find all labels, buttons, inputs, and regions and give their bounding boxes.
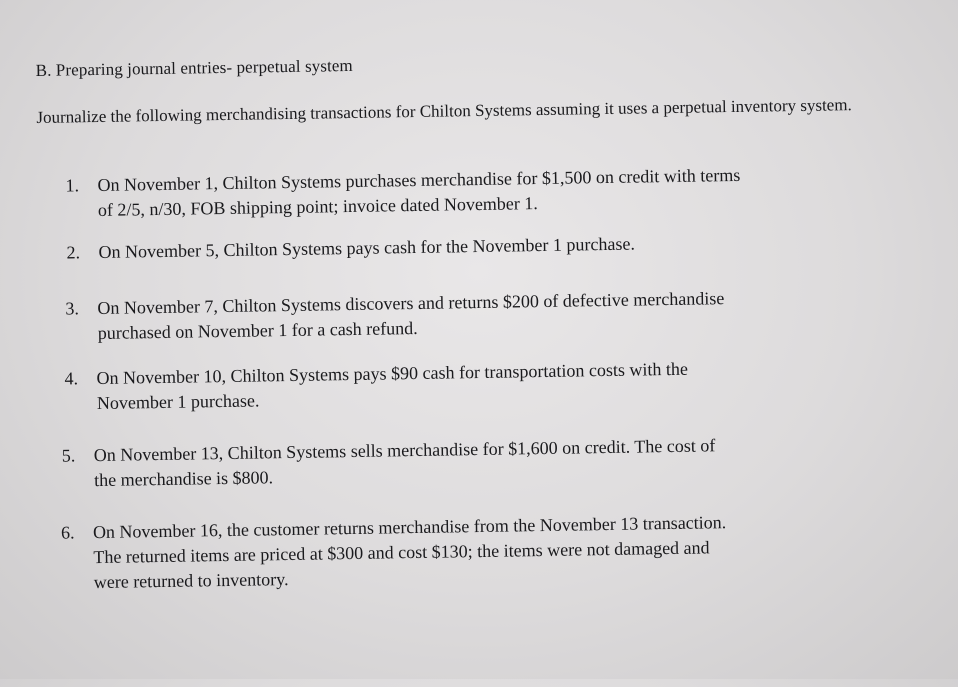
item-text-line: The returned items are priced at $300 and cost $130; the items were not damaged and [93,537,710,568]
item-number: 1. [65,175,80,196]
item-text-line: On November 13, Chilton Systems sells merchandise for $1,600 on credit. The cost of [93,435,716,466]
instructions-text: Journalize the following merchandising transactions for Chilton Systems assuming it uses a perpetual inventory system. [36,95,852,127]
item-number: 2. [66,242,81,263]
transaction-item [61,510,727,595]
item-text-line: purchased on November 1 for a cash refund. [97,317,418,344]
transaction-item [65,163,741,224]
item-text-line: were returned to inventory. [93,569,289,593]
transaction-item [65,286,725,346]
item-text-line: On November 10, Chilton Systems pays $90 cash for transportation costs with the [96,358,689,389]
item-number: 6. [60,522,75,543]
item-text-line: On November 1, Chilton Systems purchases merchandise for $1,500 on credit with terms [97,164,741,195]
item-text-line: On November 5, Chilton Systems pays cash for the November 1 purchase. [98,233,636,262]
item-text-line: On November 16, the customer returns merchandise from the November 13 transaction. [92,512,727,543]
transaction-item [64,357,688,417]
transaction-item [62,433,716,493]
item-number: 5. [61,445,76,466]
item-number: 4. [64,368,79,389]
item-number: 3. [65,298,80,319]
item-text-line: November 1 purchase. [96,390,260,414]
item-text-line: On November 7, Chilton Systems discovers and returns $200 of defective merchandise [97,288,725,319]
section-heading: B. Preparing journal entries- perpetual system [35,55,353,80]
transaction-item [66,232,635,266]
item-text-line: of 2/5, n/30, FOB shipping point; invoice dated November 1. [97,193,538,220]
item-text-line: the merchandise is $800. [93,467,274,491]
